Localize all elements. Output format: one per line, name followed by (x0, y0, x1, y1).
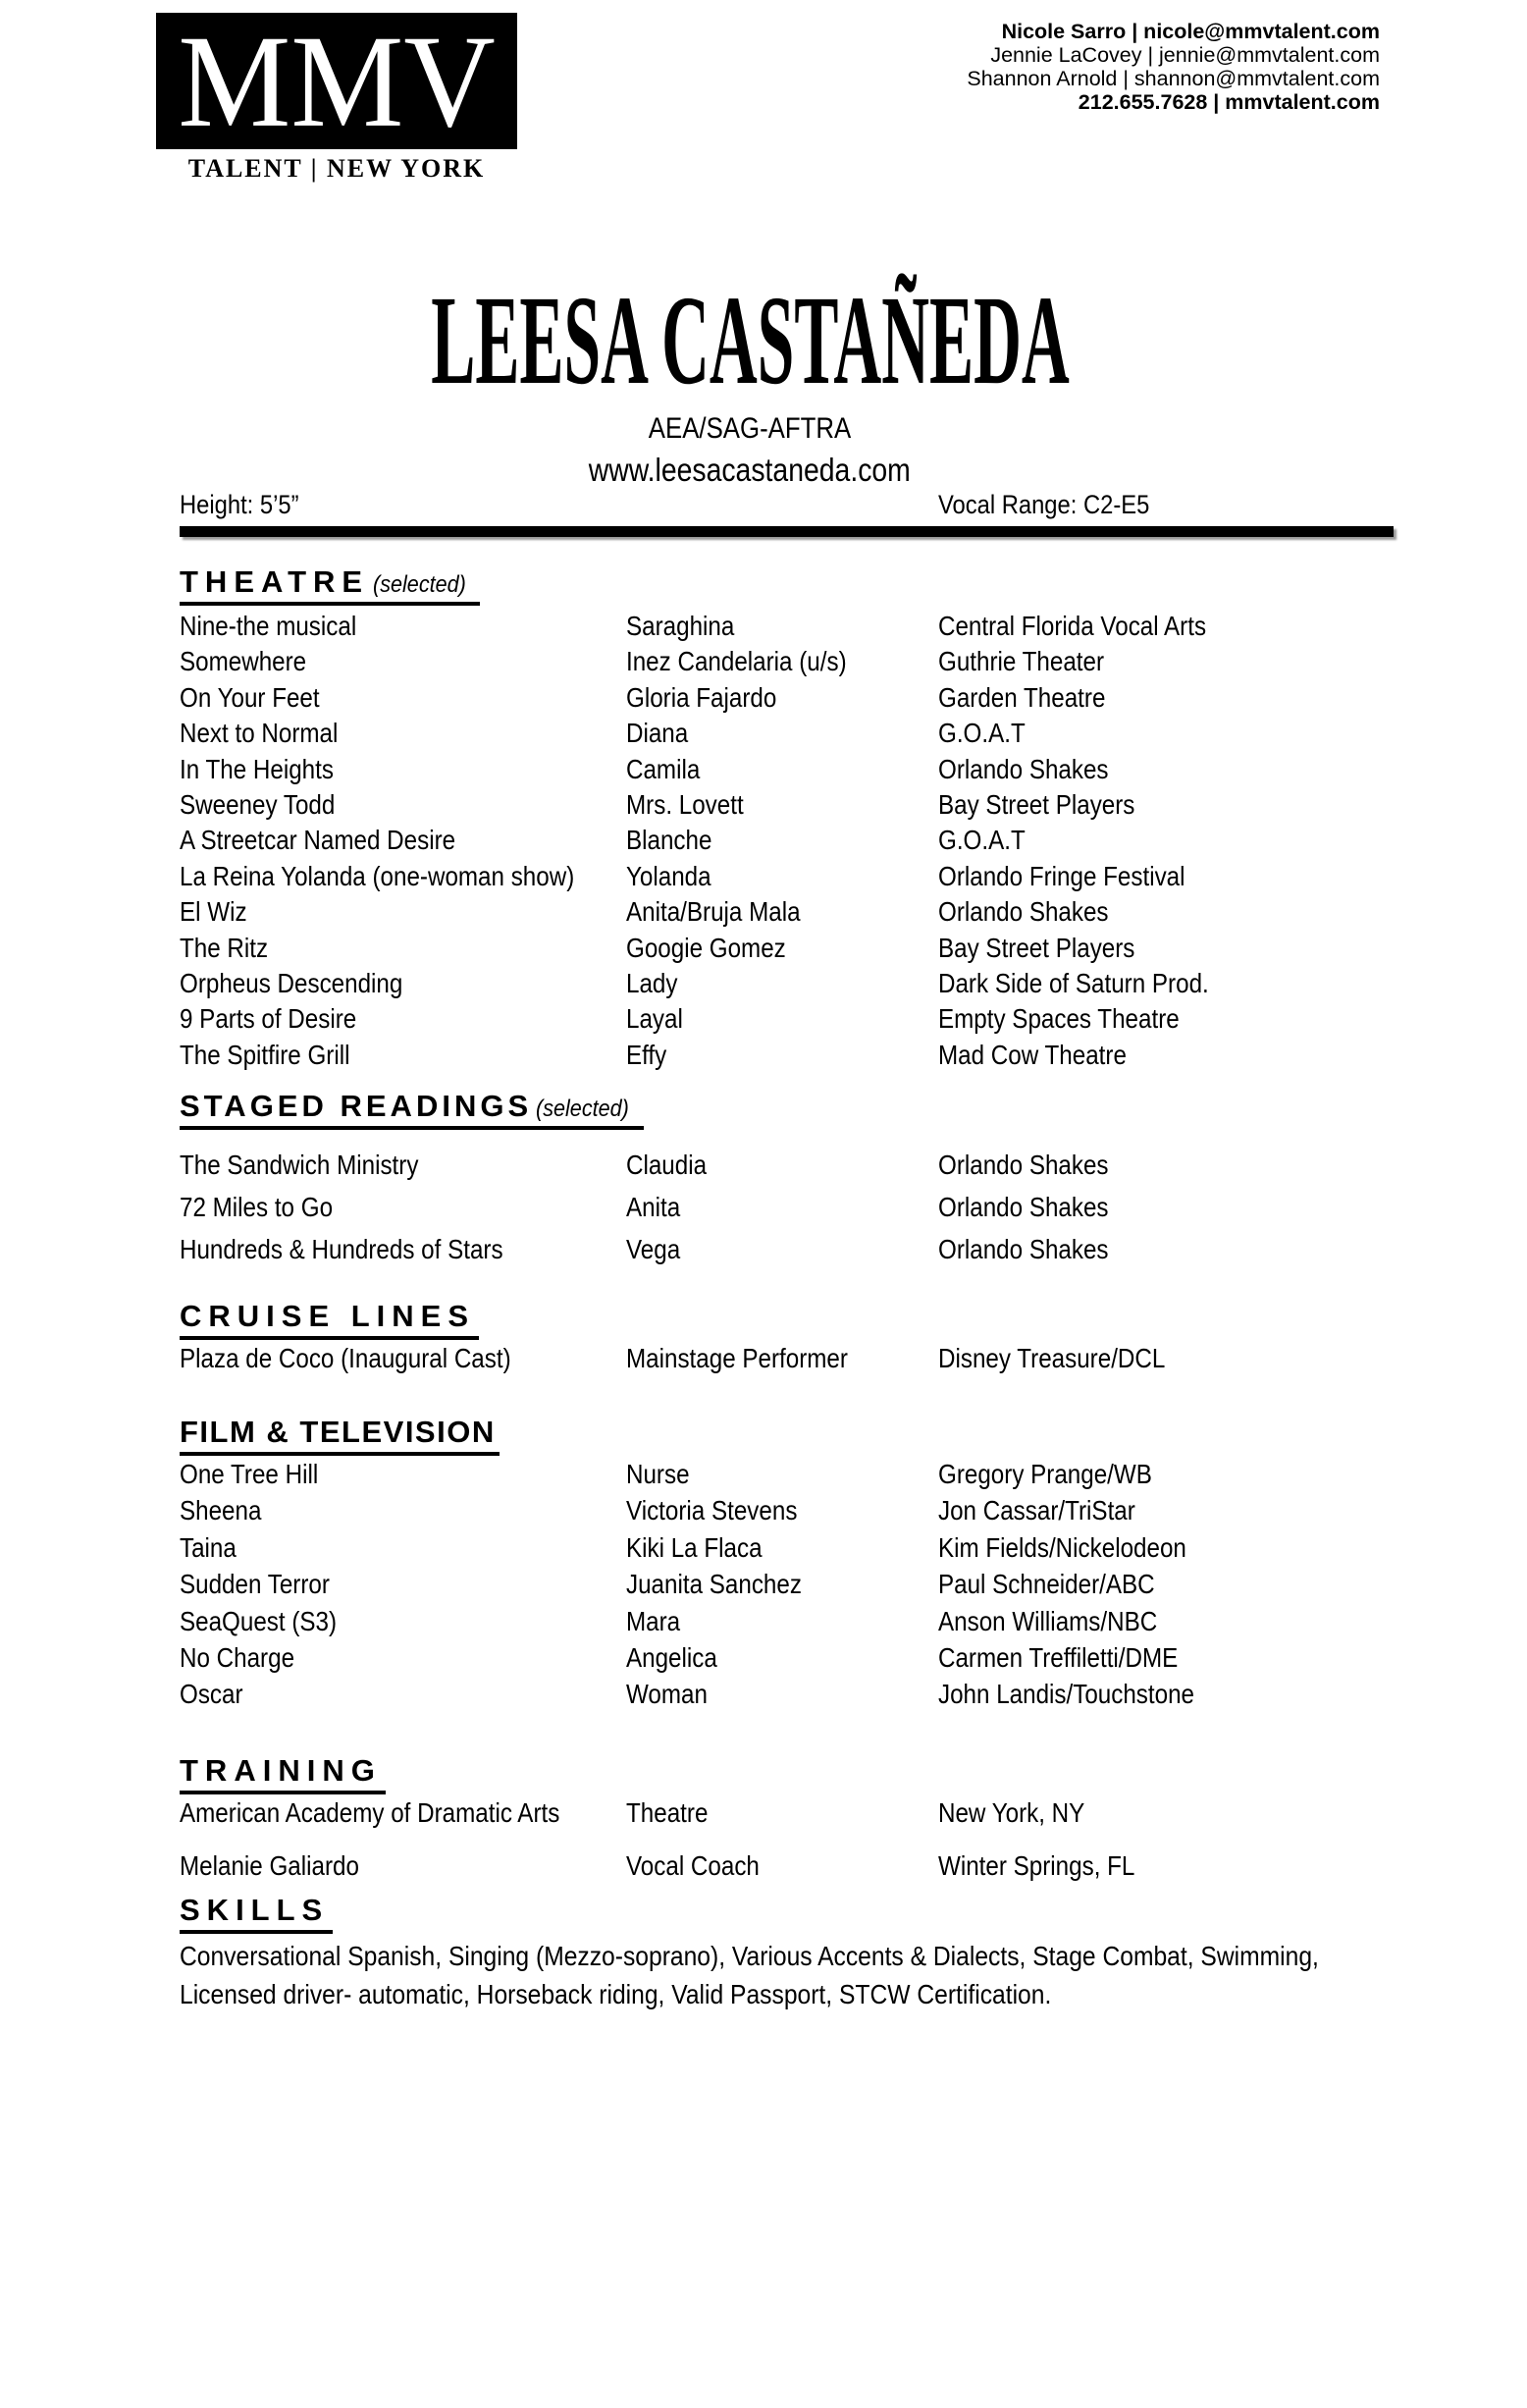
section-rows (180, 1459, 1394, 1716)
company-name: Orlando Shakes (938, 1150, 1109, 1180)
production-title: The Spitfire Grill (180, 1039, 350, 1070)
section-film-television (180, 1416, 1394, 1716)
table-cell (938, 611, 1394, 642)
section-heading (180, 1300, 1394, 1340)
section-heading-underline (180, 1754, 386, 1794)
agency-logo-subtitle: TALENT | NEW YORK (187, 154, 486, 183)
table-cell (626, 861, 938, 892)
company-name: Empty Spaces Theatre (938, 1003, 1180, 1035)
production-title: Plaza de Coco (Inaugural Cast) (180, 1343, 511, 1373)
table-row (180, 933, 1394, 968)
table-cell (626, 754, 938, 785)
role-name: Layal (626, 1003, 683, 1035)
company-name: Kim Fields/Nickelodeon (938, 1531, 1186, 1563)
table-cell (180, 1642, 626, 1674)
production-title: The Ritz (180, 932, 269, 963)
company-name: Disney Treasure/DCL (938, 1343, 1166, 1373)
section-rows (180, 1150, 1394, 1276)
contact-line: Shannon Arnold | shannon@mmvtalent.com (967, 67, 1380, 90)
production-title: The Sandwich Ministry (180, 1150, 419, 1180)
role-name: Vega (626, 1234, 681, 1264)
table-cell (938, 1234, 1394, 1265)
section-title: STAGED READINGS (180, 1089, 533, 1123)
vocal-range-label (938, 490, 1394, 519)
section-heading-underline (180, 1894, 333, 1934)
table-cell (180, 1679, 626, 1710)
table-cell (180, 1495, 626, 1526)
role-name: Anita (626, 1192, 681, 1222)
table-cell (938, 1150, 1394, 1181)
table-cell (180, 1234, 626, 1265)
table-row (180, 754, 1394, 789)
table-cell (938, 1003, 1394, 1035)
table-cell (180, 611, 626, 642)
production-title: Melanie Galiardo (180, 1850, 359, 1881)
table-row (180, 1569, 1394, 1605)
role-name: Mainstage Performer (626, 1343, 848, 1373)
role-name: Victoria Stevens (626, 1495, 798, 1526)
table-cell (180, 933, 626, 964)
role-name: Woman (626, 1679, 708, 1710)
company-name: Orlando Shakes (938, 753, 1109, 784)
company-name: G.O.A.T (938, 825, 1026, 856)
role-name: Claudia (626, 1150, 708, 1180)
table-row (180, 1642, 1394, 1679)
union-affiliations (0, 412, 1513, 446)
company-name: Orlando Shakes (938, 1192, 1109, 1222)
table-cell (180, 1569, 626, 1600)
section-title: THEATRE (180, 564, 370, 599)
table-row (180, 1003, 1394, 1039)
table-row (180, 1495, 1394, 1531)
section-title: CRUISE LINES (180, 1299, 476, 1333)
company-name: Garden Theatre (938, 681, 1106, 713)
company-name: John Landis/Touchstone (938, 1679, 1195, 1710)
role-name: Lady (626, 967, 678, 998)
actor-name-text: LEESA CASTAÑEDA (430, 270, 1070, 411)
section-title: SKILLS (180, 1893, 330, 1927)
table-cell (626, 682, 938, 714)
table-cell (626, 1850, 938, 1882)
section-heading (180, 1754, 1394, 1794)
production-title: La Reina Yolanda (one-woman show) (180, 860, 575, 891)
table-cell (180, 861, 626, 892)
table-row (180, 1797, 1394, 1850)
production-title: 9 Parts of Desire (180, 1003, 357, 1035)
table-row (180, 1679, 1394, 1715)
table-cell (180, 1797, 626, 1829)
table-row (180, 968, 1394, 1003)
table-cell (938, 896, 1394, 928)
production-title: Sheena (180, 1495, 262, 1526)
section-heading (180, 1090, 1394, 1130)
table-cell (626, 789, 938, 821)
role-name: Theatre (626, 1797, 709, 1828)
role-name: Yolanda (626, 860, 711, 891)
table-cell (626, 896, 938, 928)
table-cell (938, 1192, 1394, 1223)
table-row (180, 718, 1394, 753)
section-heading-underline (180, 1300, 479, 1340)
production-title: Somewhere (180, 646, 307, 677)
production-title: No Charge (180, 1641, 295, 1673)
table-cell (938, 861, 1394, 892)
company-name: Anson Williams/NBC (938, 1605, 1158, 1636)
section-rows (180, 1343, 1394, 1382)
table-row (180, 611, 1394, 646)
table-cell (626, 1040, 938, 1071)
company-name: G.O.A.T (938, 718, 1026, 749)
table-cell (180, 1343, 626, 1374)
vocal-range-value: Vocal Range: C2-E5 (938, 490, 1150, 519)
production-title: Orpheus Descending (180, 967, 403, 998)
table-cell (626, 1569, 938, 1600)
role-name: Effy (626, 1039, 667, 1070)
role-name: Inez Candelaria (u/s) (626, 646, 847, 677)
role-name: Kiki La Flaca (626, 1531, 763, 1563)
section-note: (selected) (373, 571, 466, 598)
company-name: Mad Cow Theatre (938, 1039, 1127, 1070)
role-name: Mrs. Lovett (626, 788, 744, 820)
table-cell (180, 1459, 626, 1490)
company-name: Jon Cassar/TriStar (938, 1495, 1135, 1526)
table-row (180, 1040, 1394, 1075)
table-row (180, 789, 1394, 825)
production-title: Oscar (180, 1679, 243, 1710)
table-cell (180, 825, 626, 856)
company-name: Guthrie Theater (938, 646, 1105, 677)
production-title: On Your Feet (180, 681, 320, 713)
company-name: Paul Schneider/ABC (938, 1569, 1155, 1600)
section-title: TRAINING (180, 1753, 382, 1788)
section-heading-underline (180, 1090, 644, 1130)
table-cell (180, 1003, 626, 1035)
production-title: Sweeney Todd (180, 788, 336, 820)
section-training (180, 1754, 1394, 1903)
table-cell (180, 896, 626, 928)
table-cell (938, 1343, 1394, 1374)
agency-logo-text: MMV (178, 7, 496, 154)
table-row (180, 1234, 1394, 1276)
table-cell (626, 646, 938, 677)
contact-line: Jennie LaCovey | jennie@mmvtalent.com (990, 43, 1380, 67)
table-row (180, 1532, 1394, 1569)
table-row (180, 1606, 1394, 1642)
role-name: Gloria Fajardo (626, 681, 777, 713)
role-name: Nurse (626, 1459, 690, 1489)
table-cell (626, 933, 938, 964)
height-label (180, 490, 938, 519)
table-cell (938, 718, 1394, 749)
company-name: New York, NY (938, 1797, 1085, 1828)
section-heading (180, 1416, 1394, 1456)
skills-list-text: Conversational Spanish, Singing (Mezzo-soprano), Various Accents & Dialects, Stage Combat, Swimming, Licensed driver- automatic, Horseback riding, Valid Passport, STCW Certification. (180, 1941, 1319, 2009)
table-row (180, 646, 1394, 681)
production-title: Hundreds & Hundreds of Stars (180, 1234, 503, 1264)
table-cell (938, 1642, 1394, 1674)
section-rows (180, 1797, 1394, 1903)
production-title: One Tree Hill (180, 1459, 319, 1489)
table-cell (938, 682, 1394, 714)
table-cell (180, 968, 626, 999)
website-url (0, 453, 1513, 488)
table-cell (938, 1569, 1394, 1600)
table-cell (626, 1192, 938, 1223)
table-cell (938, 1459, 1394, 1490)
table-cell (626, 1343, 938, 1374)
role-name: Angelica (626, 1641, 717, 1673)
horizontal-rule (180, 526, 1394, 537)
role-name: Googie Gomez (626, 932, 786, 963)
production-title: SeaQuest (S3) (180, 1605, 338, 1636)
company-name: Orlando Fringe Festival (938, 860, 1185, 891)
table-row (180, 1150, 1394, 1192)
table-cell (626, 1459, 938, 1490)
production-title: Next to Normal (180, 718, 339, 749)
role-name: Anita/Bruja Mala (626, 896, 801, 928)
production-title: Taina (180, 1531, 237, 1563)
table-row (180, 861, 1394, 896)
table-cell (180, 1150, 626, 1181)
table-cell (180, 1192, 626, 1223)
production-title: El Wiz (180, 896, 247, 928)
table-cell (180, 754, 626, 785)
role-name: Camila (626, 753, 701, 784)
company-name: Bay Street Players (938, 788, 1135, 820)
actor-name (0, 270, 1513, 411)
company-name: Gregory Prange/WB (938, 1459, 1152, 1489)
table-cell (626, 1150, 938, 1181)
table-cell (626, 1797, 938, 1829)
agency-logo (156, 7, 517, 154)
table-cell (938, 1495, 1394, 1526)
production-title: A Streetcar Named Desire (180, 825, 456, 856)
contact-line: Nicole Sarro | nicole@mmvtalent.com (1001, 20, 1380, 43)
section-heading-underline (180, 1416, 500, 1456)
company-name: Bay Street Players (938, 932, 1135, 963)
table-cell (938, 1797, 1394, 1829)
table-cell (938, 1606, 1394, 1637)
table-cell (180, 1040, 626, 1071)
production-title: In The Heights (180, 753, 334, 784)
table-cell (626, 968, 938, 999)
company-name: Winter Springs, FL (938, 1850, 1135, 1881)
contact-line: 212.655.7628 | mmvtalent.com (1078, 90, 1380, 114)
table-cell (938, 1040, 1394, 1071)
production-title: Nine-the musical (180, 611, 357, 641)
role-name: Blanche (626, 825, 712, 856)
table-cell (938, 1532, 1394, 1564)
company-name: Central Florida Vocal Arts (938, 611, 1207, 641)
table-row (180, 682, 1394, 718)
table-cell (938, 1850, 1394, 1882)
table-cell (180, 789, 626, 821)
section-theatre (180, 565, 1394, 1075)
table-cell (626, 1003, 938, 1035)
table-cell (938, 1679, 1394, 1710)
table-row (180, 1192, 1394, 1234)
table-cell (180, 646, 626, 677)
role-name: Vocal Coach (626, 1850, 760, 1881)
table-cell (626, 1642, 938, 1674)
section-cruise-lines (180, 1300, 1394, 1382)
stats-row (180, 490, 1394, 519)
union-affiliations-text: AEA/SAG-AFTRA (648, 412, 852, 445)
section-skills (180, 1894, 1394, 2013)
contact-block (967, 20, 1380, 114)
section-heading (180, 1894, 1394, 1934)
section-note: (selected) (536, 1096, 629, 1122)
table-cell (938, 789, 1394, 821)
production-title: American Academy of Dramatic Arts (180, 1797, 560, 1828)
table-cell (180, 1532, 626, 1564)
table-cell (626, 825, 938, 856)
table-cell (938, 933, 1394, 964)
website-url-text: www.leesacastaneda.com (588, 452, 912, 488)
production-title: 72 Miles to Go (180, 1192, 334, 1222)
table-cell (626, 718, 938, 749)
table-row (180, 825, 1394, 860)
table-cell (626, 1532, 938, 1564)
company-name: Orlando Shakes (938, 1234, 1109, 1264)
production-title: Sudden Terror (180, 1569, 330, 1600)
table-cell (180, 718, 626, 749)
table-cell (938, 968, 1394, 999)
table-cell (938, 646, 1394, 677)
table-cell (626, 1495, 938, 1526)
company-name: Dark Side of Saturn Prod. (938, 967, 1209, 998)
role-name: Saraghina (626, 611, 735, 641)
table-cell (626, 611, 938, 642)
section-title: FILM & TELEVISION (180, 1415, 496, 1449)
table-cell (626, 1679, 938, 1710)
table-cell (626, 1606, 938, 1637)
table-row (180, 1459, 1394, 1495)
table-cell (626, 1234, 938, 1265)
table-cell (180, 682, 626, 714)
role-name: Diana (626, 718, 689, 749)
table-cell (180, 1850, 626, 1882)
table-cell (180, 1606, 626, 1637)
company-name: Orlando Shakes (938, 896, 1109, 928)
company-name: Carmen Treffiletti/DME (938, 1641, 1179, 1673)
section-staged-readings (180, 1090, 1394, 1276)
table-cell (938, 754, 1394, 785)
role-name: Mara (626, 1605, 681, 1636)
height-value: Height: 5’5” (180, 490, 299, 519)
table-row (180, 1343, 1394, 1382)
section-heading-underline (180, 565, 480, 606)
table-row (180, 896, 1394, 932)
role-name: Juanita Sanchez (626, 1569, 802, 1600)
section-rows (180, 611, 1394, 1075)
section-heading (180, 565, 1394, 606)
table-cell (938, 825, 1394, 856)
